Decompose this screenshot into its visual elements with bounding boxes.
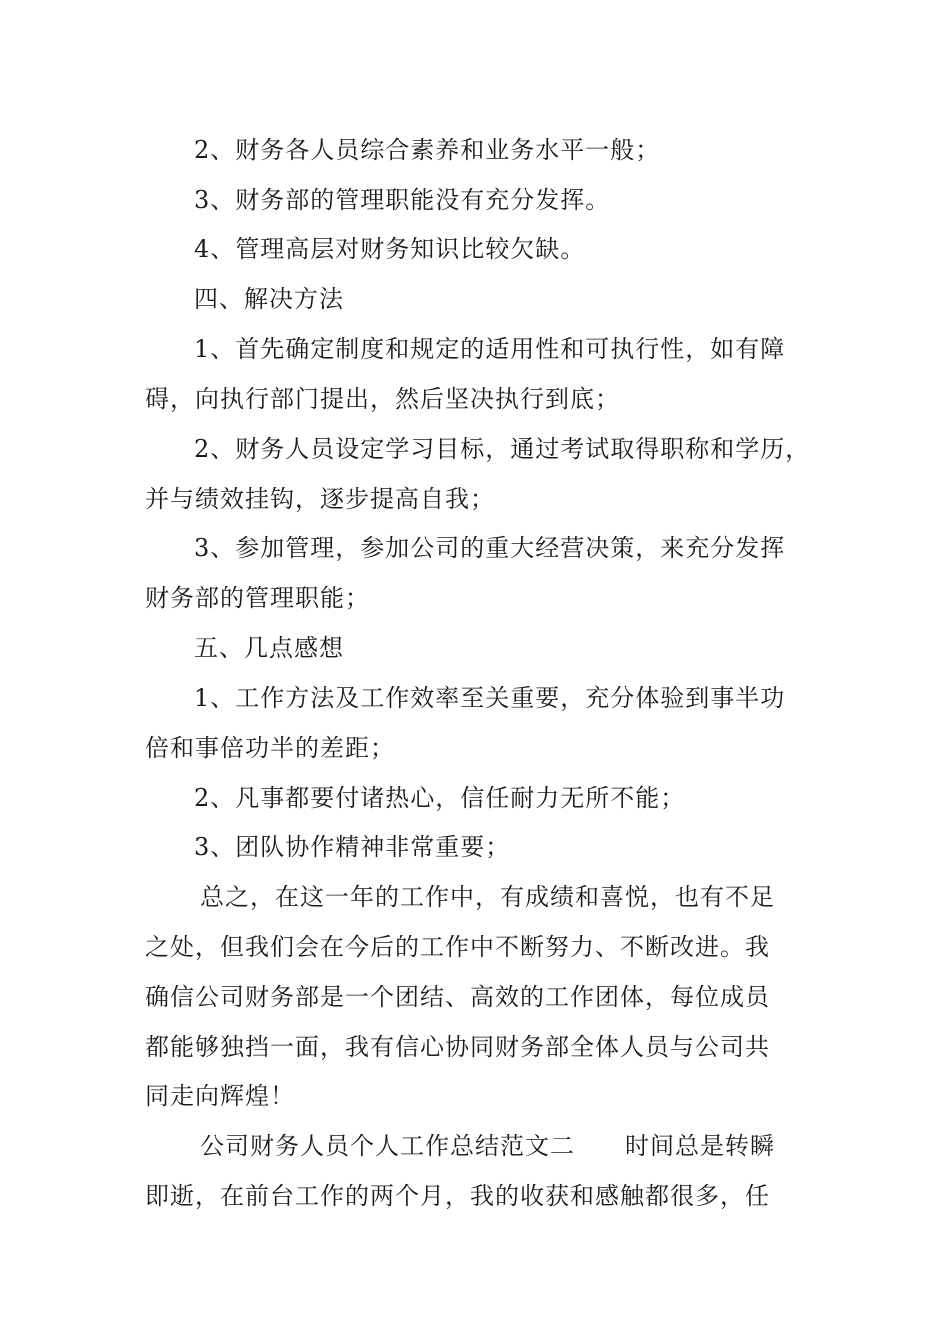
text-line: 公司财务人员个人工作总结范文二 时间总是转瞬 [200,1132,775,1160]
text-line: 3、财务部的管理职能没有充分发挥。 [194,186,611,214]
text-line: 都能够独挡一面，我有信心协同财务部全体人员与公司共 [145,1033,770,1061]
text-line: 并与绩效挂钩，逐步提高自我； [145,485,495,513]
text-line: 3、团队协作精神非常重要； [194,833,511,861]
text-line: 2、财务各人员综合素养和业务水平一般； [194,136,661,164]
text-line: 1、工作方法及工作效率至关重要，充分体验到事半功 [194,684,786,712]
section-heading: 五、几点感想 [194,634,344,662]
text-line: 2、财务人员设定学习目标，通过考试取得职称和学历， [194,435,811,463]
text-line: 1、首先确定制度和规定的适用性和可执行性，如有障 [194,335,786,363]
text-line: 3、参加管理，参加公司的重大经营决策，来充分发挥 [194,534,786,562]
text-line: 4、管理高层对财务知识比较欠缺。 [194,235,586,263]
text-line: 同走向辉煌！ [145,1082,295,1110]
text-line: 即逝，在前台工作的两个月，我的收获和感触都很多，任 [145,1182,770,1210]
text-line: 确信公司财务部是一个团结、高效的工作团体，每位成员 [145,983,770,1011]
text-line: 之处，但我们会在今后的工作中不断努力、不断改进。我 [145,933,770,961]
section-heading: 四、解决方法 [194,285,344,313]
text-line: 倍和事倍功半的差距； [145,734,395,762]
text-line: 总之，在这一年的工作中，有成绩和喜悦，也有不足 [200,883,775,911]
text-line: 2、凡事都要付诸热心，信任耐力无所不能； [194,784,686,812]
text-line: 财务部的管理职能； [145,584,370,612]
text-line: 碍，向执行部门提出，然后坚决执行到底； [145,385,620,413]
